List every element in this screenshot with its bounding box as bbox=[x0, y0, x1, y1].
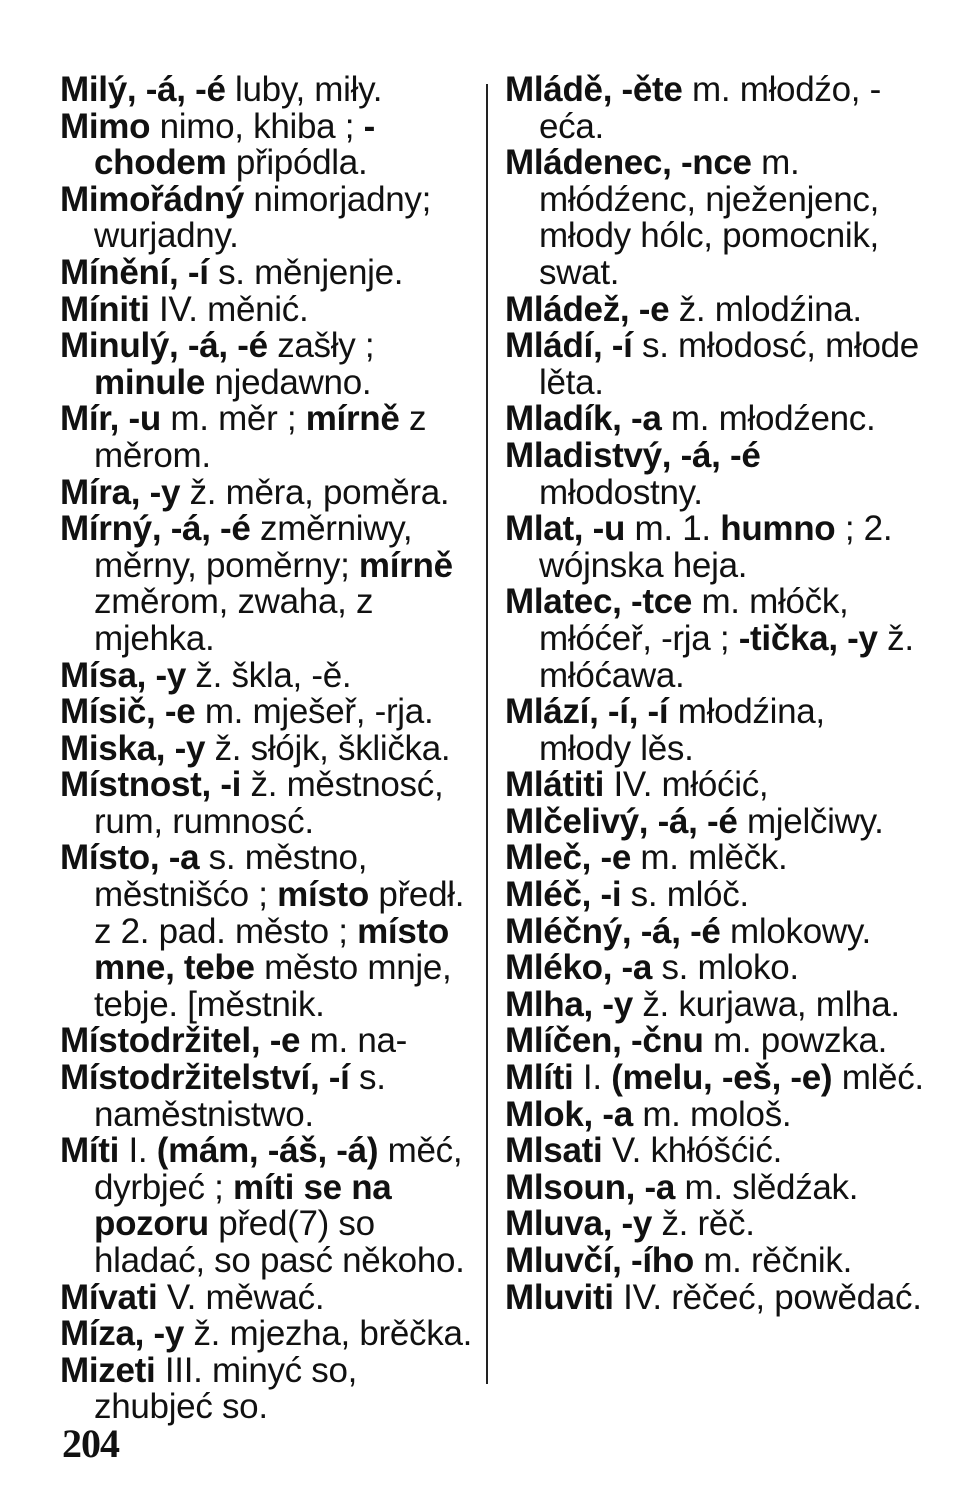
entry-text: ž. słójk, šklička. bbox=[205, 728, 451, 768]
entry-headword: Mladík, -a bbox=[505, 399, 662, 439]
entry-text: mlěć. bbox=[832, 1058, 924, 1098]
entry-headword: Místo, -a bbox=[60, 838, 200, 878]
entry-text: m. slědźak. bbox=[675, 1167, 859, 1207]
entry-text: m. 1. bbox=[625, 509, 721, 549]
entry-headword: Mlíti bbox=[505, 1058, 574, 1098]
dictionary-entry bbox=[60, 289, 475, 329]
entry-headword: Milý, -á, -é bbox=[60, 70, 226, 109]
entry-text: m. młodźo, -eća. bbox=[539, 70, 881, 146]
entry-text: ž. městnosć, rum, rumnosć. bbox=[94, 765, 444, 841]
entry-text: V. khłóšćić. bbox=[602, 1131, 783, 1171]
entry-headword: Mlsati bbox=[505, 1131, 603, 1171]
dictionary-entry bbox=[505, 145, 925, 291]
dictionary-entry bbox=[60, 511, 475, 657]
dictionary-entry bbox=[60, 72, 475, 109]
dictionary-entry bbox=[60, 106, 475, 183]
entry-text: předł. z 2. pad. město ; bbox=[94, 875, 465, 951]
entry-text: I. bbox=[119, 1131, 157, 1171]
entry-text: m. mlěčk. bbox=[630, 838, 788, 878]
entry-headword: Mimořádný bbox=[60, 179, 244, 219]
entry-text: ž. kurjawa, mlha. bbox=[632, 984, 900, 1024]
dictionary-entry bbox=[505, 435, 925, 512]
entry-headword: (mám, -áš, -á) bbox=[156, 1131, 379, 1171]
dictionary-entry bbox=[505, 1133, 925, 1170]
entry-text: zašły ; bbox=[267, 326, 375, 366]
entry-headword: Mládě, -ěte bbox=[505, 70, 683, 109]
entry-headword: Mlok, -a bbox=[505, 1094, 633, 1134]
dictionary-entry bbox=[60, 728, 475, 768]
entry-headword: Mlsoun, -a bbox=[505, 1167, 676, 1207]
entry-text: mjelčiwy. bbox=[737, 801, 884, 841]
entry-headword: Mimo bbox=[60, 106, 151, 146]
entry-text: s. mloko. bbox=[652, 948, 799, 988]
entry-text: IV. młóćić, bbox=[604, 765, 769, 805]
entry-text: s. mlóč. bbox=[621, 875, 749, 915]
dictionary-entry bbox=[505, 840, 925, 877]
dictionary-entry bbox=[60, 472, 475, 512]
entry-headword: Mísič, -e bbox=[60, 692, 196, 732]
dictionary-entry bbox=[505, 1023, 925, 1060]
entry-headword: Mír, -u bbox=[60, 399, 161, 439]
dictionary-entry bbox=[505, 911, 925, 951]
dictionary-entry bbox=[505, 1277, 925, 1317]
dictionary-entry bbox=[505, 289, 925, 329]
entry-headword: mírně bbox=[358, 545, 453, 585]
entry-headword: -tička, -y bbox=[738, 618, 878, 658]
entry-headword: Mléko, -a bbox=[505, 948, 653, 988]
entry-text: IV. rěčeć, powědać. bbox=[613, 1277, 922, 1317]
entry-text: V. měwać. bbox=[157, 1277, 325, 1317]
entry-headword: Mládenec, -nce bbox=[505, 143, 752, 183]
dictionary-entry bbox=[505, 694, 925, 767]
dictionary-entry bbox=[505, 1060, 925, 1097]
entry-text: ž. rěč. bbox=[652, 1204, 755, 1244]
entry-text: s. naměstnistwo. bbox=[94, 1058, 386, 1134]
dictionary-entry bbox=[505, 801, 925, 841]
entry-headword: Mlčelivý, -á, -é bbox=[505, 801, 738, 841]
entry-text: z měrom. bbox=[94, 399, 427, 475]
entry-text: město mnje, tebje. [městnik. bbox=[94, 948, 452, 1024]
entry-headword: Míti bbox=[60, 1131, 120, 1171]
entry-headword: Míniti bbox=[60, 289, 150, 329]
entry-headword: Mléčný, -á, -é bbox=[505, 911, 721, 951]
entry-headword: Miska, -y bbox=[60, 728, 206, 768]
entry-headword: Místodržitelství, -í bbox=[60, 1058, 350, 1098]
entry-headword: Mizeti bbox=[60, 1350, 156, 1390]
entry-text: ž. mjezha, brěčka. bbox=[184, 1314, 473, 1354]
dictionary-entry bbox=[505, 1094, 925, 1134]
dictionary-entry bbox=[505, 767, 925, 804]
dictionary-entry bbox=[505, 950, 925, 987]
dictionary-entry bbox=[60, 1060, 475, 1133]
entry-text: nimo, khiba ; bbox=[150, 106, 364, 146]
entry-headword: Místnost, -i bbox=[60, 765, 242, 805]
entry-headword: Mlatec, -tce bbox=[505, 582, 693, 622]
entry-text: ž. škla, -ě. bbox=[185, 655, 352, 695]
entry-headword: Mlat, -u bbox=[505, 509, 626, 549]
dictionary-entry bbox=[505, 877, 925, 914]
entry-text: s. młodosć, młode lěta. bbox=[539, 326, 919, 402]
dictionary-entry bbox=[505, 1206, 925, 1243]
entry-headword: Místodržitel, -e bbox=[60, 1021, 301, 1061]
entry-text: s. měnjenje. bbox=[208, 252, 404, 292]
dictionary-entry bbox=[505, 511, 925, 584]
entry-headword: místo mne, tebe bbox=[94, 911, 449, 988]
entry-headword: Mládež, -e bbox=[505, 289, 670, 329]
entry-text: připódla. bbox=[226, 143, 368, 183]
entry-text: IV. měnić. bbox=[149, 289, 309, 329]
entry-text: ž. młóćawa. bbox=[539, 618, 914, 695]
dictionary-entry bbox=[505, 1243, 925, 1280]
entry-headword: Mleč, -e bbox=[505, 838, 631, 878]
entry-text: młodźina, młody lěs. bbox=[539, 692, 825, 768]
dictionary-entry bbox=[60, 1316, 475, 1353]
entry-headword: Mluvčí, -ího bbox=[505, 1241, 694, 1280]
entry-text: I. bbox=[573, 1058, 612, 1098]
dictionary-entry bbox=[60, 252, 475, 292]
entry-headword: minule bbox=[94, 362, 205, 402]
entry-text: luby, miły. bbox=[225, 70, 383, 109]
entry-headword: Míza, -y bbox=[60, 1314, 185, 1354]
entry-headword: míti se na pozoru bbox=[94, 1167, 392, 1244]
entry-text: młodostny. bbox=[539, 472, 703, 512]
dictionary-entry bbox=[60, 655, 475, 695]
entry-headword: Mlíčen, -čnu bbox=[505, 1021, 704, 1061]
entry-text: m. mješeř, -rja. bbox=[195, 692, 434, 732]
entry-headword: mírně bbox=[305, 399, 400, 439]
dictionary-entry bbox=[60, 179, 475, 256]
entry-headword: Mlha, -y bbox=[505, 984, 633, 1024]
entry-headword: Minulý, -á, -é bbox=[60, 326, 268, 366]
entry-headword: Mlátiti bbox=[505, 765, 605, 805]
entry-headword: Míra, -y bbox=[60, 472, 181, 512]
entry-text: m. młódźenc, nježenjenc, młody hólc, pomocnik, swat. bbox=[539, 143, 880, 292]
dictionary-entry bbox=[60, 1350, 475, 1427]
dictionary-entry bbox=[60, 840, 475, 1023]
dictionary-entry bbox=[60, 1133, 475, 1279]
entry-text: m. młóčk, młóćeř, -rja ; bbox=[539, 582, 849, 658]
entry-text: měć, dyrbjeć ; bbox=[94, 1131, 463, 1207]
dictionary-entry bbox=[505, 984, 925, 1024]
entry-headword: Mínění, -í bbox=[60, 252, 209, 292]
entry-text: m. rěčnik. bbox=[693, 1241, 853, 1280]
entry-text: m. powzka. bbox=[703, 1021, 888, 1061]
entry-headword: -chodem bbox=[94, 106, 375, 183]
entry-text: změrom, zwaha, z mjehka. bbox=[94, 582, 374, 658]
dictionary-entry bbox=[505, 328, 925, 401]
dictionary-entry bbox=[60, 1023, 475, 1060]
entry-headword: Mládí, -í bbox=[505, 326, 633, 366]
dictionary-entry bbox=[60, 767, 475, 840]
entry-text: III. minyć so, zhubjeć so. bbox=[94, 1350, 358, 1427]
entry-text: mlokowy. bbox=[720, 911, 871, 951]
entry-text: ž. mlodźina. bbox=[669, 289, 862, 329]
entry-headword: Mlází, -í, -í bbox=[505, 692, 669, 732]
page-number: 204 bbox=[62, 1421, 119, 1466]
entry-text: njedawno. bbox=[205, 362, 372, 402]
dictionary-entry bbox=[60, 328, 475, 401]
entry-headword: Mléč, -i bbox=[505, 875, 622, 915]
entry-headword: Mírný, -á, -é bbox=[60, 509, 251, 549]
dictionary-entry bbox=[60, 1277, 475, 1317]
column-divider bbox=[486, 84, 488, 1384]
entry-text: s. městno, městnišćo ; bbox=[94, 838, 368, 915]
entry-headword: humno bbox=[720, 509, 836, 549]
entry-text: m. młodźenc. bbox=[661, 399, 876, 439]
entry-text: ; 2. wójnska heja. bbox=[539, 509, 893, 585]
entry-headword: Mluviti bbox=[505, 1277, 614, 1317]
entry-headword: (melu, -eš, -e) bbox=[611, 1058, 833, 1098]
dictionary-entry bbox=[505, 1167, 925, 1207]
right-column bbox=[505, 72, 925, 1316]
entry-headword: Mladistvý, -á, -é bbox=[505, 435, 761, 475]
dictionary-entry bbox=[60, 694, 475, 731]
dictionary-entry bbox=[60, 401, 475, 474]
entry-text: m. měr ; bbox=[160, 399, 306, 439]
entry-text: změrniwy, měrny, poměrny; bbox=[94, 509, 413, 585]
entry-text: m. na- bbox=[300, 1021, 408, 1061]
entry-text: před(7) so hladać, so pasć někoho. bbox=[94, 1204, 465, 1280]
entry-text: nimorjadny; wurjadny. bbox=[94, 179, 432, 256]
entry-headword: Mluva, -y bbox=[505, 1204, 653, 1244]
entry-headword: Mívati bbox=[60, 1277, 158, 1317]
entry-text: m. mološ. bbox=[632, 1094, 792, 1134]
entry-headword: místo bbox=[277, 875, 369, 915]
dictionary-entry bbox=[505, 401, 925, 438]
entry-text: ž. měra, poměra. bbox=[180, 472, 450, 512]
left-column bbox=[60, 72, 475, 1426]
dictionary-entry bbox=[505, 584, 925, 694]
entry-headword: Mísa, -y bbox=[60, 655, 186, 695]
dictionary-entry bbox=[505, 72, 925, 145]
